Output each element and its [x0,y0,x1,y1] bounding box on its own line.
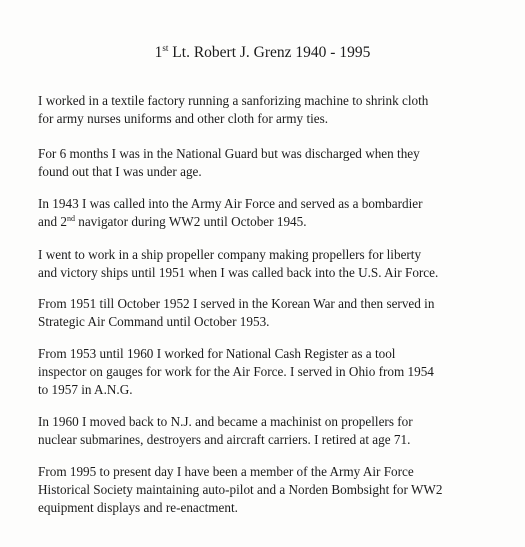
paragraph-line: For 6 months I was in the National Guard but was discharged when they [38,146,420,161]
paragraph-national-cash-register [38,345,518,399]
paragraph-line: for army nurses uniforms and other cloth for army ties. [38,111,329,126]
paragraph-line: found out that I was under age. [38,164,202,179]
paragraph-national-guard [38,145,518,181]
paragraph-line: From 1951 till October 1952 I served in the Korean War and then served in [38,296,435,311]
paragraph-line: Strategic Air Command until October 1953. [38,314,270,329]
paragraph-line: From 1953 until 1960 I worked for National Cash Register as a tool [38,346,396,361]
paragraph-historical-society [38,463,518,517]
paragraph-line: In 1943 I was called into the Army Air Force and served as a bombardier [38,196,423,211]
paragraph-korean-war [38,295,518,331]
line-text-pre: and 2 [38,214,67,229]
title-rank-suffix: st [162,43,169,53]
paragraph-ship-propeller [38,246,518,282]
paragraph-line [38,213,518,231]
line-text-post: navigator during WW2 until October 1945. [74,214,307,229]
paragraph-army-air-force [38,195,518,231]
title-rank-number: 1 [154,44,163,61]
title-text: Lt. Robert J. Grenz 1940 - 1995 [168,44,371,61]
paragraph-line: and victory ships until 1951 when I was called back into the U.S. Air Force. [38,265,439,280]
paragraph-line: Historical Society maintaining auto-pilot and a Norden Bombsight for WW2 [38,482,443,497]
paragraph-line: From 1995 to present day I have been a member of the Army Air Force [38,464,414,479]
paragraph-textile-factory [38,92,518,128]
page-title [0,44,525,62]
ordinal-suffix: nd [66,214,75,223]
paragraph-machinist [38,413,518,449]
paragraph-line: I went to work in a ship propeller company making propellers for liberty [38,247,422,262]
paragraph-line: inspector on gauges for work for the Air Force. I served in Ohio from 1954 [38,364,434,379]
paragraph-line: I worked in a textile factory running a sanforizing machine to shrink cloth [38,93,429,108]
paragraph-line: equipment displays and re-enactment. [38,500,238,515]
paragraph-line: In 1960 I moved back to N.J. and became a machinist on propellers for [38,414,413,429]
paragraph-line: to 1957 in A.N.G. [38,382,133,397]
paragraph-line: nuclear submarines, destroyers and aircraft carriers. I retired at age 71. [38,432,411,447]
